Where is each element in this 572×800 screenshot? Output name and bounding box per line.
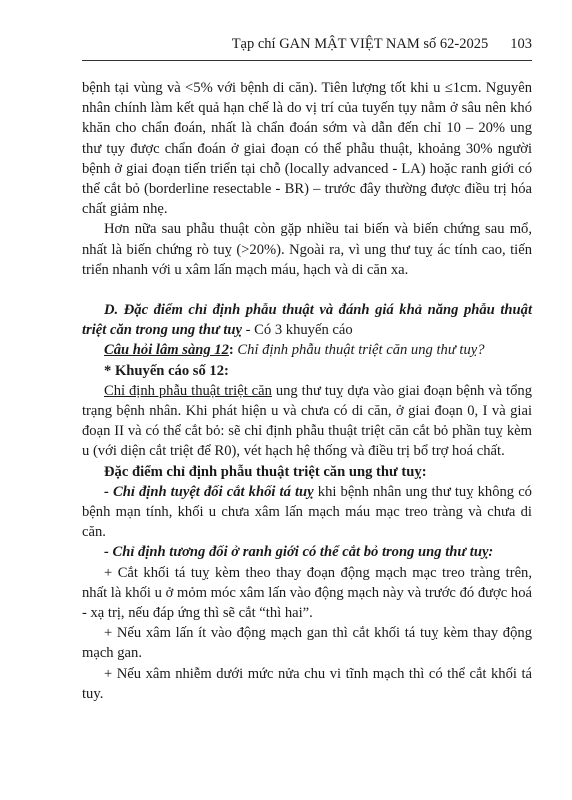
section-d-suffix: - Có 3 khuyến cáo [242,322,353,339]
recommendation-label: Khuyến cáo số 12: [114,362,229,379]
absolute-indication-text: khi bệnh nhân ung thư tuỵ không có bệnh mạn tính, khối u chưa xâm lấn mạch máu mạc treo tràng và chưa di căn. [82,483,532,541]
clinical-question-text: Chỉ định phẫu thuật triệt căn ung thư tuỵ? [233,342,485,359]
features-heading: Đặc điểm chỉ định phẫu thuật triệt căn ung thư tuỵ: [104,463,427,480]
section-d-title: D. Đặc điểm chỉ định phẫu thuật và đánh giá khả năng phẫu thuật triệt căn trong ung thư tuỵ [82,302,532,339]
list-item: + Nếu xâm lấn ít vào động mạch gan thì cắt khối tá tuỵ kèm thay động mạch gan. [82,625,532,662]
recommendation-prefix: * [104,362,115,379]
absolute-indication [82,482,532,543]
section-d-heading [82,300,532,340]
recommendation-text: ung thư tuỵ dựa vào giai đoạn bệnh và tổng trạng bệnh nhân. Khi phát hiện u và chưa có di căn, ở giai đoạn 0, I và giai đoạn II và có thể cắt bỏ: sẽ chỉ định phẫu thuật triệt căn cắt bỏ phần tuỵ kèm u (với diện cắt triệt để R0), vét hạch hệ thống và điều trị bổ trợ hoá chất. [82,382,532,460]
paragraph-continued: bệnh tại vùng và <5% với bệnh di căn). Tiên lượng tốt khi u ≤1cm. Nguyên nhân chính làm kết quả hạn chế là do vị trí của tuyến tụy nằm ở sâu nên khó khăn cho chẩn đoán, nhất là chẩn đoán sớm và dẫn đến chỉ 10 – 20% ung thư tụy được chẩn đoán ở giai đoạn có thể phẫu thuật, khoảng 30% người bệnh ở giai đoạn tiến triển tại chỗ (locally advanced - LA) hoặc ranh giới có thể cắt bỏ (borderline resectable - BR) – trước đây thường được điều trị hóa chất giảm nhẹ. [82,80,532,218]
recommendation-lead: Chỉ định phẫu thuật triệt căn [104,382,272,399]
list-item: + Cắt khối tá tuỵ kèm theo thay đoạn động mạch mạc treo tràng trên, nhất là khối u ở mỏm móc xâm lấn vào động mạch này và trước đó được hoá - xạ trị, nếu đáp ứng thì sẽ cắt “thì hai”. [82,564,532,622]
page-number: 103 [510,36,532,52]
recommendation-12-heading [82,361,532,381]
relative-indication-heading: - Chỉ định tương đối ở ranh giới có thể cắt bỏ trong ung thư tuỵ: [104,544,494,561]
recommendation-12-body [82,381,532,462]
running-header [82,34,532,54]
clinical-question-12 [82,340,532,360]
journal-title: Tạp chí GAN MẬT VIỆT NAM số 62-2025 [231,36,489,52]
clinical-question-label: Câu hỏi lâm sàng 12 [104,342,229,359]
section-spacer [82,280,532,300]
page-body [82,78,532,704]
absolute-indication-label: - Chỉ định tuyệt đối cắt khối tá tuỵ [104,483,314,500]
header-divider [82,60,532,61]
paragraph-complications: Hơn nữa sau phẫu thuật còn gặp nhiều tai biến và biến chứng sau mổ, nhất là biến chứng rò tuỵ (>20%). Ngoài ra, vì ung thư tuỵ ác tính cao, tiến triển nhanh với u xâm lấn mạch máu, hạch và di căn xa. [82,221,532,278]
list-item: + Nếu xâm nhiễm dưới mức nửa chu vi tĩnh mạch thì có thể cắt khối tá tuy. [82,665,532,702]
clinical-question-colon: : [228,342,234,359]
